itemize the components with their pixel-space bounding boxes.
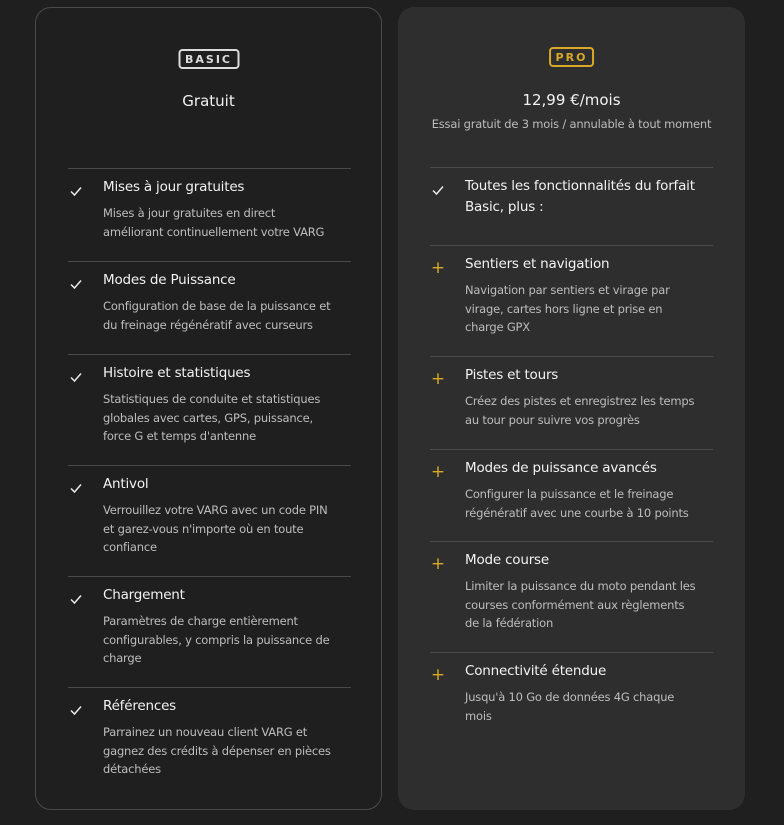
basic-feature-history (68, 354, 351, 465)
pro-feature-connectivity (430, 652, 713, 745)
feature-description: Mises à jour gratuites en direct améliorant continuellement votre VARG (103, 206, 325, 239)
pro-plan-card (398, 7, 745, 810)
basic-feature-referrals (68, 687, 351, 798)
feature-description: Parrainez un nouveau client VARG et gagnez des crédits à dépenser en pièces détachées (103, 725, 331, 776)
feature-title: Modes de Puissance (103, 272, 236, 288)
feature-title: Antivol (103, 476, 149, 492)
feature-title: Sentiers et navigation (465, 256, 610, 272)
feature-title: Pistes et tours (465, 367, 559, 383)
plus-icon: + (430, 554, 446, 574)
pro-feature-trails (430, 245, 713, 356)
feature-description: Créez des pistes et enregistrez les temps au tour pour suivre vos progrès (465, 394, 695, 427)
feature-description: Jusqu'à 10 Go de données 4G chaque mois (465, 690, 675, 723)
pro-feature-race-mode (430, 541, 713, 652)
plus-icon: + (430, 258, 446, 278)
feature-title: Histoire et statistiques (103, 365, 251, 381)
check-icon (68, 591, 84, 607)
pro-badge: PRO (549, 47, 595, 67)
check-icon (68, 369, 84, 385)
check-icon (68, 276, 84, 292)
basic-feature-antitheft (68, 465, 351, 576)
check-icon (430, 182, 446, 198)
feature-title: Chargement (103, 587, 185, 603)
feature-title: Mode course (465, 552, 550, 568)
basic-feature-updates (68, 168, 351, 261)
feature-title: Mises à jour gratuites (103, 179, 245, 195)
basic-feature-charging (68, 576, 351, 687)
feature-title: Modes de puissance avancés (465, 460, 657, 476)
plus-icon: + (430, 462, 446, 482)
check-icon (68, 702, 84, 718)
plus-icon: + (430, 369, 446, 389)
feature-title: Connectivité étendue (465, 663, 607, 679)
feature-description: Limiter la puissance du moto pendant les courses conformément aux règlements de la fédération (465, 579, 696, 630)
pro-feature-tracks (430, 356, 713, 449)
feature-description: Configurer la puissance et le freinage régénératif avec une courbe à 10 points (465, 487, 689, 520)
check-icon (68, 183, 84, 199)
feature-title: Références (103, 698, 177, 714)
plus-icon: + (430, 665, 446, 685)
basic-badge: BASIC (178, 49, 239, 69)
feature-description: Paramètres de charge entièrement configurables, y compris la puissance de charge (103, 614, 330, 665)
feature-description: Verrouillez votre VARG avec un code PIN et garez-vous n'importe où en toute confiance (103, 503, 328, 554)
pro-price: 12,99 €/mois (522, 91, 621, 109)
feature-description: Configuration de base de la puissance et du freinage régénératif avec curseurs (103, 299, 331, 332)
check-icon (68, 480, 84, 496)
feature-title: Toutes les fonctionnalités du forfait Basic, plus : (465, 178, 695, 215)
pro-trial-subtitle: Essai gratuit de 3 mois / annulable à tout moment (431, 117, 712, 131)
basic-price: Gratuit (182, 92, 235, 110)
basic-plan-card (35, 7, 382, 810)
feature-description: Navigation par sentiers et virage par virage, cartes hors ligne et prise en charge GPX (465, 283, 670, 334)
pro-feature-advanced-power (430, 449, 713, 541)
pro-feature-intro (430, 167, 713, 245)
basic-feature-power-modes (68, 261, 351, 354)
feature-description: Statistiques de conduite et statistiques globales avec cartes, GPS, puissance, force G et temps d'antenne (103, 392, 321, 443)
